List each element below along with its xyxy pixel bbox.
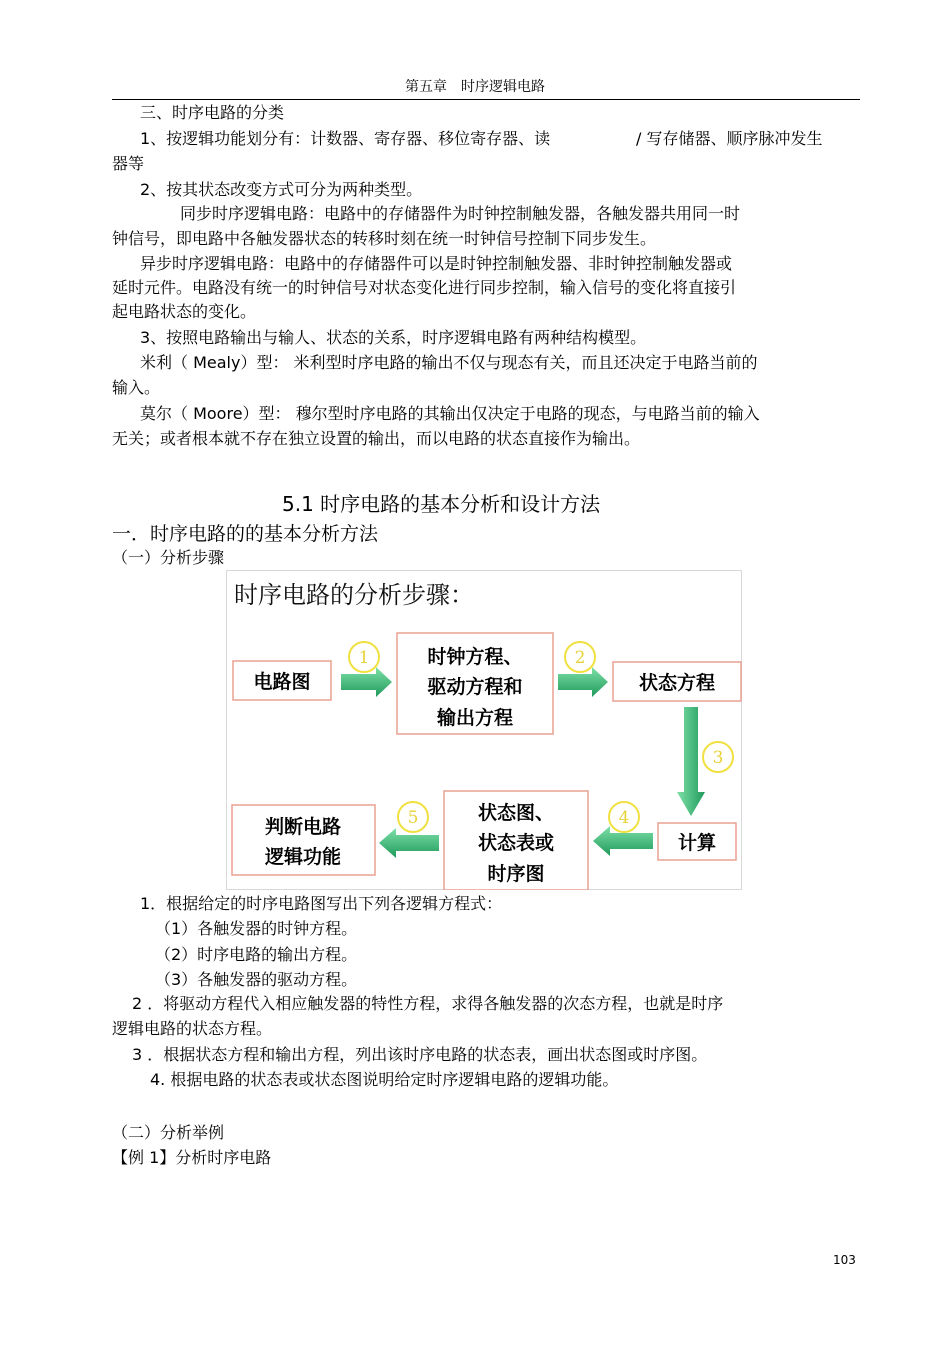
step-1-drive: （3）各触发器的驱动方程。 <box>155 970 358 989</box>
example-1-title: 【例 1】分析时序电路 <box>112 1148 272 1167</box>
step-number-4: 4 <box>618 808 630 828</box>
box-calculate-label: 计算 <box>677 832 717 854</box>
subsection-title: 一．时序电路的的基本分析方法 <box>112 523 379 545</box>
box-state-results-line-1: 状态图、 <box>477 802 555 824</box>
box-equations-line-1: 时钟方程、 <box>427 646 523 668</box>
box-state-equation-label: 状态方程 <box>638 672 716 694</box>
box-equations-line-2: 驱动方程和 <box>427 676 523 698</box>
para-by-function: 1、按逻辑功能划分有：计数器、寄存器、移位寄存器、读 <box>140 129 551 148</box>
step-3: 3 ．根据状态方程和输出方程，列出该时序电路的状态表，画出状态图或时序图。 <box>132 1045 708 1064</box>
step-1-output: （2）时序电路的输出方程。 <box>155 945 358 964</box>
analysis-flow-diagram <box>226 570 742 890</box>
para-sync-2: 钟信号，即电路中各触发器状态的转移时刻在统一时钟信号控制下同步发生。 <box>112 229 657 248</box>
para-by-function-end: 器等 <box>112 154 145 173</box>
example-heading: （二）分析举例 <box>112 1123 225 1142</box>
para-async-3: 起电路状态的变化。 <box>112 302 257 321</box>
para-classification-heading: 三、时序电路的分类 <box>140 103 285 122</box>
header-rule <box>112 99 860 100</box>
page-number: 103 <box>833 1253 856 1267</box>
step-number-5: 5 <box>407 808 419 828</box>
step-number-2: 2 <box>574 648 586 668</box>
box-state-results-line-2: 状态表或 <box>477 832 555 854</box>
para-async-1: 异步时序逻辑电路：电路中的存储器件可以是时钟控制触发器、非时钟控制触发器或 <box>140 254 733 273</box>
para-moore-1: 莫尔（ Moore）型： 穆尔型时序电路的其输出仅决定于电路的现态，与电路当前的输入 <box>140 404 760 423</box>
para-async-2: 延时元件。电路没有统一的时钟信号对状态变化进行同步控制，输入信号的变化将直接引 <box>112 278 737 297</box>
step-1-clock: （1）各触发器的时钟方程。 <box>155 919 358 938</box>
step-2-line-1: 2 ．将驱动方程代入相应触发器的特性方程，求得各触发器的次态方程，也就是时序 <box>132 994 724 1013</box>
para-by-state-change: 2、按其状态改变方式可分为两种类型。 <box>140 180 423 199</box>
step-2-line-2: 逻辑电路的状态方程。 <box>112 1019 273 1038</box>
running-header: 第五章 时序逻辑电路 <box>405 79 545 95</box>
diagram-title: 时序电路的分析步骤： <box>234 581 474 609</box>
box-state-results-line-3: 时序图 <box>487 863 545 885</box>
step-number-1: 1 <box>358 648 370 668</box>
box-circuit-diagram-label: 电路图 <box>253 671 311 693</box>
step-number-3: 3 <box>712 748 724 768</box>
box-judge-function-line-1: 判断电路 <box>264 816 342 838</box>
para-mealy-1: 米利（ Mealy）型： 米利型时序电路的输出不仅与现态有关，而且还决定于电路当前的 <box>140 353 758 372</box>
step-1: 1．根据给定的时序电路图写出下列各逻辑方程式： <box>140 894 503 913</box>
para-sync-1: 同步时序逻辑电路：电路中的存储器件为时钟控制触发器，各触发器共用同一时 <box>180 204 741 223</box>
step-4: 4. 根据电路的状态表或状态图说明给定时序逻辑电路的逻辑功能。 <box>150 1070 619 1089</box>
para-mealy-2: 输入。 <box>112 378 161 397</box>
section-title: 5.1 时序电路的基本分析和设计方法 <box>282 492 601 516</box>
steps-heading: （一）分析步骤 <box>112 548 225 567</box>
box-judge-function-line-2: 逻辑功能 <box>264 846 342 868</box>
para-models: 3、按照电路输出与输人、状态的关系，时序逻辑电路有两种结构模型。 <box>140 328 647 347</box>
para-moore-2: 无关；或者根本就不存在独立设置的输出，而以电路的状态直接作为输出。 <box>112 429 641 448</box>
para-by-function-cont: / 写存储器、顺序脉冲发生 <box>636 129 823 148</box>
box-equations-line-3: 输出方程 <box>436 707 514 729</box>
